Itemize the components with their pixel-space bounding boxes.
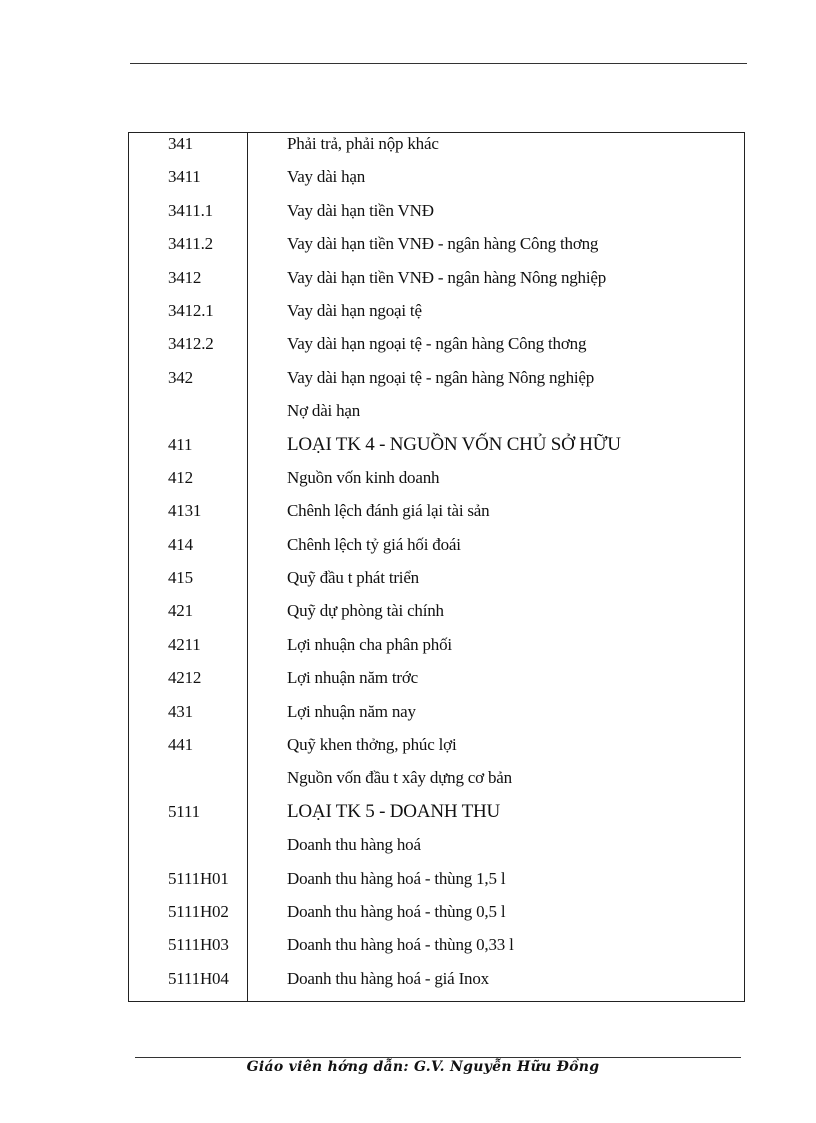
account-code: 3412.1 xyxy=(168,300,214,320)
section-heading-row xyxy=(129,801,744,834)
account-code: 4211 xyxy=(168,634,201,654)
table-row xyxy=(129,868,744,901)
account-code: 4212 xyxy=(168,668,202,688)
table-row xyxy=(129,600,744,633)
table-row xyxy=(129,634,744,667)
account-name: Vay dài hạn ngoại tệ xyxy=(287,300,422,320)
section-heading-row xyxy=(129,434,744,467)
table-row xyxy=(129,567,744,600)
account-name: Vay dài hạn ngoại tệ - ngân hàng Nông nghiệp xyxy=(287,367,595,387)
account-name: Chênh lệch tỷ giá hối đoái xyxy=(287,534,461,554)
account-code: 5111H01 xyxy=(168,868,229,888)
account-name: Chênh lệch đánh giá lại tài sản xyxy=(287,501,490,521)
account-code: 3411 xyxy=(168,167,201,187)
account-code: 341 xyxy=(168,134,193,153)
account-name: Phải trả, phải nộp khác xyxy=(287,134,439,153)
table-row xyxy=(129,667,744,700)
table-row xyxy=(129,534,744,567)
header-rule xyxy=(130,63,747,64)
account-name: Quỹ khen thởng, phúc lợi xyxy=(287,735,457,755)
account-code: 342 xyxy=(168,367,193,387)
account-table xyxy=(128,132,745,1002)
table-row xyxy=(129,734,744,767)
account-code: 411 xyxy=(168,434,193,454)
account-name: Lợi nhuận năm nay xyxy=(287,701,416,721)
table-row xyxy=(129,166,744,199)
account-code: 5111 xyxy=(168,801,200,821)
account-code: 4131 xyxy=(168,501,202,521)
section-heading: LOẠI TK 4 - NGUỒN VỐN CHỦ SỞ HỮU xyxy=(287,433,621,455)
account-code: 3411.2 xyxy=(168,234,213,254)
table-row xyxy=(129,767,744,800)
table-row xyxy=(129,200,744,233)
account-code: 415 xyxy=(168,568,193,588)
account-name: Vay dài hạn tiền VNĐ - ngân hàng Công thơng xyxy=(287,234,599,254)
account-code: 414 xyxy=(168,534,193,554)
table-row xyxy=(129,901,744,934)
account-name: Lợi nhuận cha phân phối xyxy=(287,634,452,654)
account-name: Vay dài hạn tiền VNĐ - ngân hàng Nông nghiệp xyxy=(287,267,607,287)
table-row xyxy=(129,968,744,1001)
table-row xyxy=(129,467,744,500)
table-row xyxy=(129,400,744,433)
account-name: Doanh thu hàng hoá xyxy=(287,835,421,855)
account-name: Nguồn vốn đầu t xây dựng cơ bản xyxy=(287,768,512,788)
account-code: 421 xyxy=(168,601,193,621)
account-name: Vay dài hạn tiền VNĐ xyxy=(287,200,434,220)
account-code: 431 xyxy=(168,701,193,721)
account-code: 5111H02 xyxy=(168,901,229,921)
table-row xyxy=(129,133,744,166)
section-heading: LOẠI TK 5 - DOANH THU xyxy=(287,800,501,822)
account-name: Doanh thu hàng hoá - thùng 0,5 l xyxy=(287,901,506,921)
account-name: Doanh thu hàng hoá - giá Inox xyxy=(287,968,489,988)
account-code: 441 xyxy=(168,735,193,755)
account-name: Lợi nhuận năm trớc xyxy=(287,668,418,688)
table-row xyxy=(129,333,744,366)
table-row xyxy=(129,934,744,967)
table-row xyxy=(129,267,744,300)
account-name: Nợ dài hạn xyxy=(287,401,361,421)
footer-instructor: Giáo viên hớng dẫn: G.V. Nguyễn Hữu Đồng xyxy=(246,1059,600,1075)
table-row xyxy=(129,300,744,333)
account-code: 3412.2 xyxy=(168,334,214,354)
footer-rule xyxy=(135,1057,741,1058)
account-name: Doanh thu hàng hoá - thùng 1,5 l xyxy=(287,868,506,888)
account-code: 5111H03 xyxy=(168,935,229,955)
account-name: Vay dài hạn ngoại tệ - ngân hàng Công thơng xyxy=(287,334,587,354)
account-name: Vay dài hạn xyxy=(287,167,366,187)
account-name: Quỹ dự phòng tài chính xyxy=(287,601,444,621)
table-row xyxy=(129,233,744,266)
table-row xyxy=(129,500,744,533)
account-code: 5111H04 xyxy=(168,968,229,988)
account-name: Quỹ đầu t phát triển xyxy=(287,568,419,588)
table-row xyxy=(129,367,744,400)
account-rows xyxy=(129,133,744,1001)
account-name: Nguồn vốn kinh doanh xyxy=(287,467,440,487)
table-row xyxy=(129,834,744,867)
account-code: 412 xyxy=(168,467,193,487)
account-code: 3412 xyxy=(168,267,202,287)
account-code: 3411.1 xyxy=(168,200,213,220)
account-name: Doanh thu hàng hoá - thùng 0,33 l xyxy=(287,935,514,955)
table-row xyxy=(129,701,744,734)
